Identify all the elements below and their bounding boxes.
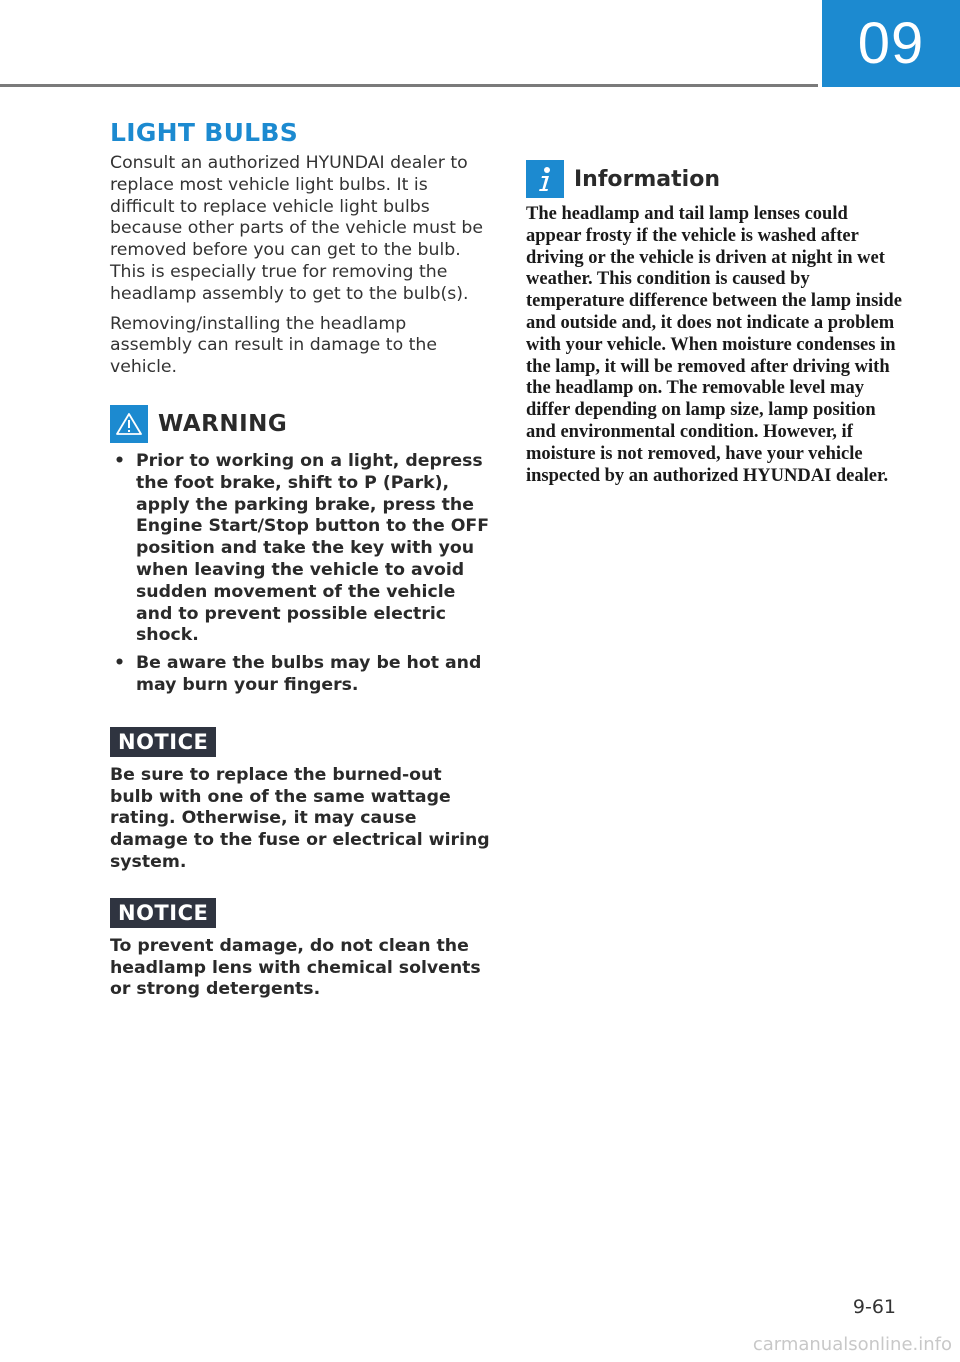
section-title: LIGHT BULBS [110, 118, 299, 147]
warning-triangle-icon [110, 405, 148, 443]
notice-text: To prevent damage, do not clean the headlamp lens with chemical solvents or strong detergents. [110, 935, 481, 1000]
chapter-tab: 09 [822, 0, 960, 87]
right-column [526, 160, 906, 487]
header-rule [0, 84, 818, 87]
notice-badge: NOTICE [110, 727, 216, 757]
left-column [110, 118, 490, 1001]
notice-badge: NOTICE [110, 898, 216, 928]
watermark: carmanualsonline.info [752, 1334, 952, 1355]
info-i-icon [526, 160, 564, 198]
paragraph: Removing/installing the headlamp assembly can result in damage to the vehicle. [110, 313, 438, 378]
information-title: Information [574, 166, 720, 192]
information-header [526, 160, 906, 198]
notice-block [110, 703, 490, 874]
warning-item: • Be aware the bulbs may be hot and may burn your fingers. [110, 653, 490, 697]
page-number: 9-61 [852, 1296, 896, 1318]
warning-item: • Prior to working on a light, depress the foot brake, shift to P (Park), apply the parking brake, press the Engine Start/Stop button to the OFF position and take the key with you when leaving the vehicle to avoid sudden movement of the vehicle and to prevent possible electric shock. [110, 451, 490, 647]
warning-title: WARNING [158, 410, 288, 437]
warning-header [110, 405, 490, 443]
notice-block [110, 874, 490, 1001]
information-text: The headlamp and tail lamp lenses could appear frosty if the vehicle is washed after driving or the vehicle is driven at night in wet weather. This condition is caused by temperature difference between the lamp inside and outside and, it does not indicate a problem with your vehicle. When moisture condenses in the lamp, it will be removed after driving with the headlamp on. The removable level may differ depending on lamp size, lamp position and environmental condition. However, if moisture is not removed, have your vehicle inspected by an authorized HYUNDAI dealer. [526, 204, 902, 486]
notice-text: Be sure to replace the burned-out bulb with one of the same wattage rating. Otherwise, it may cause damage to the fuse or electrical wiring system. [110, 764, 490, 872]
paragraph: Consult an authorized HYUNDAI dealer to replace most vehicle light bulbs. It is difficult to replace vehicle light bulbs because other parts of the vehicle must be removed before you can get to the bulb. This is especially true for removing the headlamp assembly to get to the bulb(s). [110, 153, 483, 304]
warning-list [110, 451, 490, 697]
